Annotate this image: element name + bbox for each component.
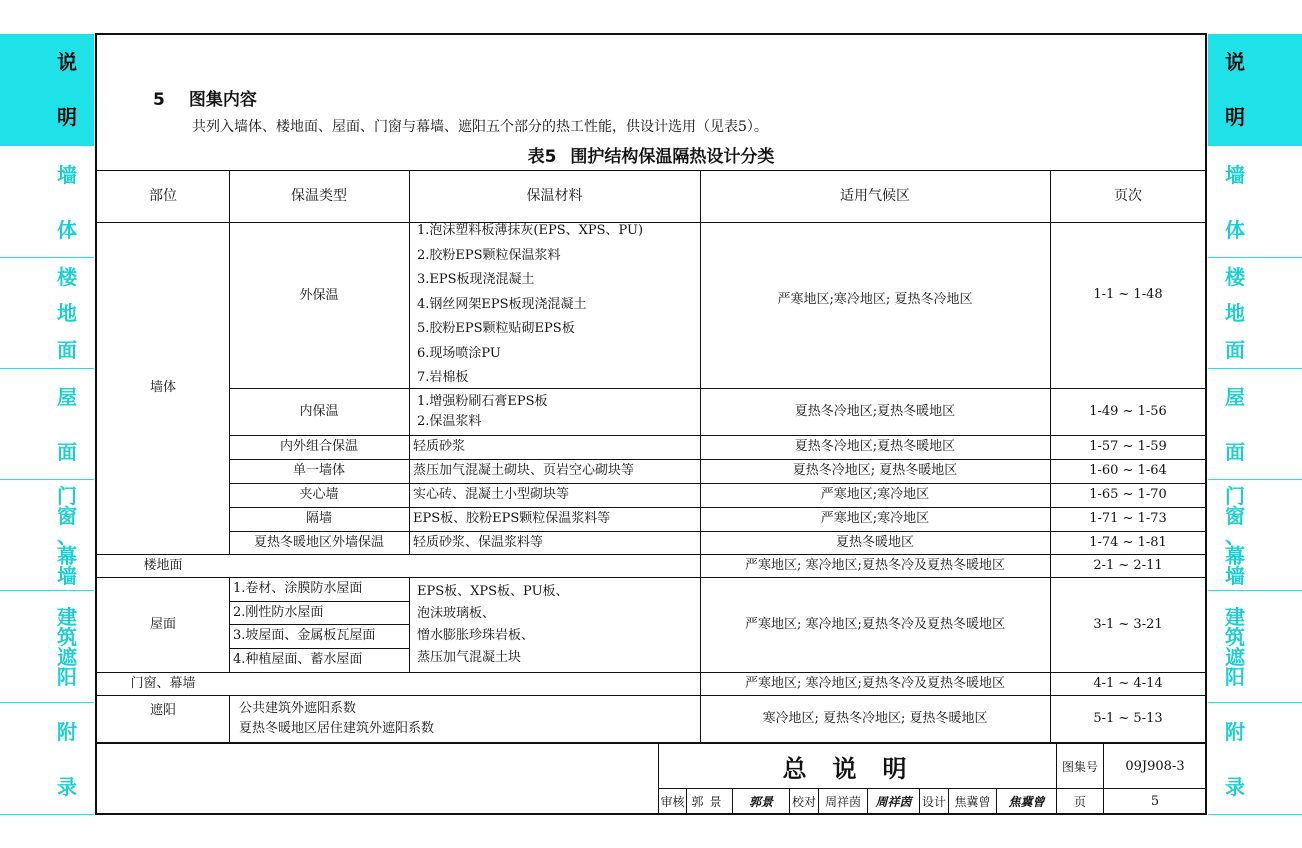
- material-item: 蒸压加气混凝土块: [417, 649, 522, 665]
- climate-cell: 严寒地区;寒冷地区: [820, 511, 930, 527]
- table-rule: [97, 742, 1206, 744]
- table-label: 表5: [527, 147, 557, 167]
- material-item: 1.增强粉刷石膏EPS板: [417, 393, 548, 409]
- type-cell: 内外组合保温: [279, 439, 358, 455]
- part-floor: 楼地面: [143, 557, 183, 573]
- nav-char: 阳: [1225, 665, 1245, 689]
- roof-type: 2.刚性防水屋面: [233, 604, 324, 620]
- nav-char: 附: [57, 719, 77, 744]
- nav-char: 窗: [57, 503, 77, 528]
- header-insulation-material: 保温材料: [526, 187, 583, 204]
- material-item: 5.胶粉EPS颗粒贴砌EPS板: [417, 321, 575, 337]
- type-cell: 单一墙体: [292, 463, 345, 479]
- nav-item-window[interactable]: [1208, 480, 1302, 591]
- nav-char: 录: [1225, 774, 1245, 799]
- section-heading: [153, 85, 257, 110]
- nav-char: 幕: [1225, 543, 1245, 568]
- nav-char: 窗: [1225, 503, 1245, 528]
- reviewer-name: 郭景: [691, 794, 728, 809]
- checker-signature: 周祥茵: [875, 794, 912, 809]
- type-cell: 隔墙: [305, 511, 332, 527]
- pages-cell: 5-1 ~ 5-13: [1093, 710, 1163, 726]
- table-title: [0, 142, 1302, 167]
- nav-char: 附: [1225, 719, 1245, 744]
- material-cell: 实心砖、混凝土小型砌块等: [413, 487, 570, 503]
- nav-item-floor[interactable]: [0, 258, 94, 369]
- material-item: 3.EPS板现浇混凝土: [417, 272, 535, 288]
- pages-cell: 1-49 ~ 1-56: [1089, 403, 1167, 419]
- part-shading: 遮阳: [149, 703, 176, 719]
- climate-cell: 夏热冬冷地区; 夏热冬暖地区: [792, 463, 958, 479]
- nav-char: 墙: [1225, 162, 1245, 187]
- material-item: 6.现场喷涂PU: [417, 345, 501, 361]
- header-part: 部位: [149, 187, 177, 204]
- nav-char: 地: [1225, 301, 1245, 326]
- nav-char: 墙: [1225, 563, 1245, 588]
- nav-char: 墙: [57, 563, 77, 588]
- material-item: EPS板、XPS板、PU板、: [417, 583, 569, 599]
- nav-char: 遮: [1225, 645, 1245, 669]
- pages-cell: 1-65 ~ 1-70: [1089, 487, 1167, 503]
- section-number: 5: [153, 90, 165, 110]
- page-label: 页: [1073, 794, 1086, 809]
- nav-char: 幕: [57, 543, 77, 568]
- pages-cell: 1-71 ~ 1-73: [1089, 511, 1167, 527]
- pages-cell: 3-1 ~ 3-21: [1093, 616, 1163, 632]
- nav-char: 说: [57, 49, 77, 74]
- review-label: 审核: [660, 794, 685, 809]
- part-window: 门窗、幕墙: [130, 675, 196, 691]
- material-item: 2.胶粉EPS颗粒保温浆料: [417, 247, 561, 263]
- type-cell: 外保温: [299, 288, 339, 304]
- nav-char: 、: [1225, 523, 1245, 548]
- nav-char: 筑: [57, 625, 77, 649]
- material-item: 泡沫玻璃板、: [417, 605, 496, 621]
- nav-char: 遮: [57, 645, 77, 669]
- header-insulation-type: 保温类型: [291, 187, 347, 204]
- nav-char: 建: [1225, 605, 1245, 629]
- pages-cell: 1-1 ~ 1-48: [1093, 287, 1163, 303]
- material-item: 2.保温浆料: [417, 413, 482, 429]
- type-cell: 内保温: [299, 403, 339, 419]
- pages-cell: 2-1 ~ 2-11: [1093, 557, 1163, 573]
- pages-cell: 1-74 ~ 1-81: [1089, 534, 1167, 550]
- shading-list: [229, 695, 700, 742]
- nav-char: 门: [57, 483, 77, 508]
- climate-cell: 夏热冬冷地区;夏热冬暖地区: [794, 439, 956, 455]
- table-title-text: 围护结构保温隔热设计分类: [570, 147, 775, 167]
- pages-cell: 1-60 ~ 1-64: [1089, 463, 1167, 479]
- nav-char: 墙: [57, 162, 77, 187]
- header-climate-zone: 适用气候区: [840, 187, 910, 204]
- material-list: [409, 388, 700, 435]
- nav-char: 体: [1225, 217, 1245, 242]
- climate-cell: 夏热冬冷地区;夏热冬暖地区: [794, 403, 956, 419]
- nav-item-description[interactable]: [1208, 33, 1302, 146]
- material-item: 4.钢丝网架EPS板现浇混凝土: [417, 296, 587, 312]
- designer-name: 焦冀曾: [954, 794, 991, 809]
- material-list: [409, 577, 700, 672]
- material-item: 1.泡沫塑料板薄抹灰(EPS、XPS、PU): [417, 223, 644, 239]
- shading-item: 夏热冬暖地区居住建筑外遮阳系数: [239, 720, 435, 736]
- nav-char: 明: [57, 105, 77, 130]
- nav-item-roof[interactable]: [1208, 369, 1302, 480]
- climate-cell: 严寒地区;寒冷地区: [820, 487, 930, 503]
- nav-item-roof[interactable]: [0, 369, 94, 480]
- climate-cell: 严寒地区; 寒冷地区;夏热冬冷及夏热冬暖地区: [745, 557, 1005, 573]
- pages-cell: 1-57 ~ 1-59: [1089, 439, 1167, 455]
- material-cell: 蒸压加气混凝土砌块、页岩空心砌块等: [413, 463, 635, 479]
- climate-cell: 严寒地区; 寒冷地区;夏热冬冷及夏热冬暖地区: [745, 675, 1005, 691]
- climate-cell: 严寒地区;寒冷地区; 夏热冬冷地区: [777, 291, 973, 307]
- nav-char: 录: [57, 774, 77, 799]
- checker-name: 周祥茵: [824, 794, 861, 809]
- nav-char: 面: [1225, 439, 1245, 464]
- type-cell: 夹心墙: [299, 487, 339, 503]
- check-label: 校对: [791, 794, 816, 809]
- nav-char: 面: [1225, 337, 1245, 362]
- nav-char: 楼: [57, 265, 77, 290]
- roof-type: 1.卷材、涂膜防水屋面: [233, 581, 363, 597]
- part-wall: 墙体: [149, 380, 176, 396]
- nav-char: 、: [57, 523, 77, 548]
- nav-char: 楼: [1225, 265, 1245, 290]
- nav-char: 面: [57, 337, 77, 362]
- header-pages: 页次: [1114, 187, 1142, 204]
- climate-cell: 夏热冬暖地区: [835, 534, 914, 550]
- shading-item: 公共建筑外遮阳系数: [239, 700, 357, 716]
- nav-char: 阳: [57, 665, 77, 689]
- atlas-number: 09J908-3: [1125, 758, 1185, 774]
- reviewer-signature: 郭景: [748, 794, 773, 809]
- nav-char: 门: [1225, 483, 1245, 508]
- nav-item-floor[interactable]: [1208, 258, 1302, 369]
- material-list: [409, 222, 700, 388]
- pages-cell: 4-1 ~ 4-14: [1093, 675, 1163, 691]
- nav-char: 建: [57, 605, 77, 629]
- material-item: 7.岩棉板: [417, 370, 469, 386]
- roof-type: 4.种植屋面、蓄水屋面: [233, 652, 363, 668]
- type-cell: 夏热冬暖地区外墙保温: [253, 534, 384, 550]
- material-cell: 轻质砂浆、保温浆料等: [413, 534, 544, 550]
- design-label: 设计: [921, 794, 946, 809]
- nav-item-description[interactable]: [0, 33, 94, 146]
- nav-item-appendix[interactable]: [0, 703, 94, 815]
- climate-cell: 严寒地区; 寒冷地区;夏热冬冷及夏热冬暖地区: [745, 616, 1005, 632]
- atlas-label: 图集号: [1061, 759, 1098, 774]
- drawing-title: 总说明: [782, 754, 933, 783]
- section-intro: 共列入墙体、楼地面、屋面、门窗与幕墙、遮阳五个部分的热工性能，供设计选用（见表5）。: [192, 119, 768, 135]
- nav-char: 地: [57, 301, 77, 326]
- nav-char: 明: [1225, 105, 1245, 130]
- material-cell: EPS板、胶粉EPS颗粒保温浆料等: [413, 511, 611, 527]
- nav-char: 面: [57, 439, 77, 464]
- material-cell: 轻质砂浆: [413, 439, 466, 455]
- nav-char: 筑: [1225, 625, 1245, 649]
- nav-char: 屋: [57, 385, 77, 410]
- nav-char: 屋: [1225, 385, 1245, 410]
- nav-char: 体: [57, 217, 77, 242]
- climate-cell: 寒冷地区; 夏热冬冷地区; 夏热冬暖地区: [762, 710, 988, 726]
- nav-char: 说: [1225, 49, 1245, 74]
- page-number: 5: [1150, 793, 1160, 809]
- part-roof: 屋面: [149, 616, 176, 632]
- section-title: 图集内容: [188, 90, 257, 110]
- nav-item-shading[interactable]: [0, 591, 94, 703]
- material-item: 憎水膨胀珍珠岩板、: [417, 627, 535, 643]
- nav-item-window[interactable]: [0, 480, 94, 591]
- roof-type: 3.坡屋面、金属板瓦屋面: [233, 628, 376, 644]
- nav-item-shading[interactable]: [1208, 591, 1302, 703]
- designer-signature: 焦冀曾: [1008, 794, 1045, 809]
- nav-item-appendix[interactable]: [1208, 703, 1302, 815]
